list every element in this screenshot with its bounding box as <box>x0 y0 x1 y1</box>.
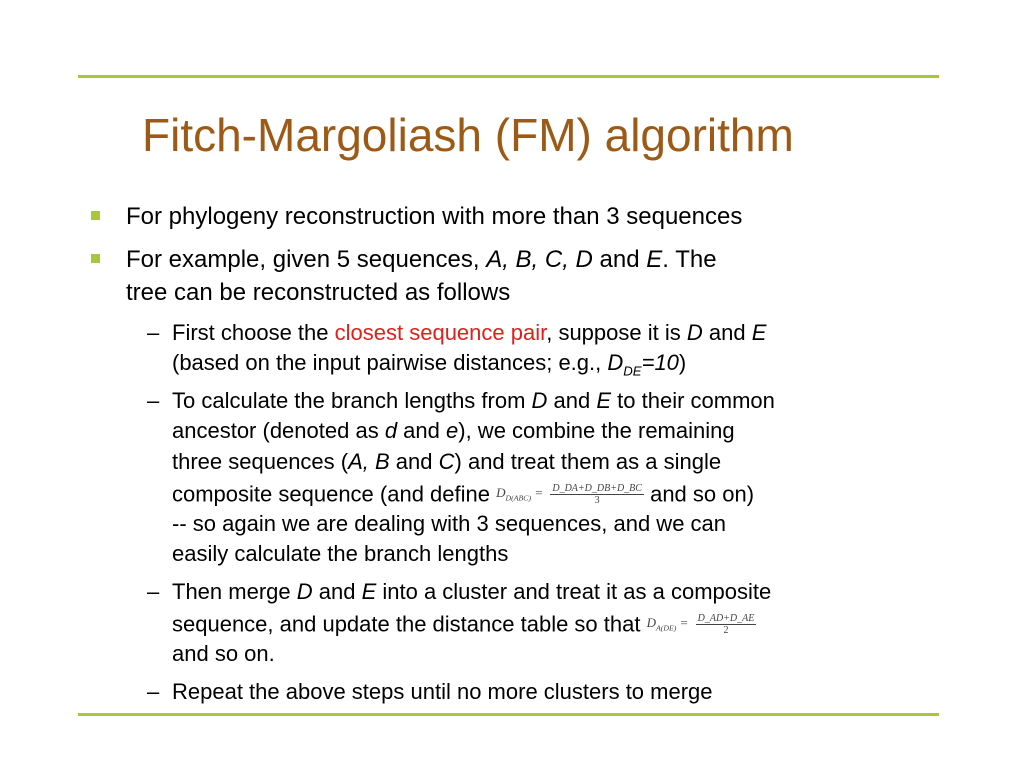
sub-2-line-1: To calculate the branch lengths from D and E to their common <box>172 388 775 413</box>
slide-title: Fitch-Margoliash (FM) algorithm <box>142 109 794 161</box>
sub-3-line-1: Then merge D and E into a cluster and treat it as a composite <box>172 579 772 604</box>
sub-2-line-2: ancestor (denoted as d and e), we combine the remaining <box>172 418 735 443</box>
bullet-1-text: For phylogeny reconstruction with more than 3 sequences <box>126 203 743 230</box>
top-divider <box>78 75 939 78</box>
sub-2-line-5: -- so again we are dealing with 3 sequences, and we can <box>172 511 727 536</box>
dash-marker: – <box>147 320 160 345</box>
formula-d-abc: $D_{D(ABC)}$ = $\frac{D\_DA+D\_DB+D\_BC}{3}$ <box>496 482 642 506</box>
sub-1-line-1: First choose the closest sequence pair, suppose it is D and E <box>172 320 767 345</box>
sub-3-line-3: and so on. <box>172 641 275 666</box>
bullet-2-line-1: For example, given 5 sequences, A, B, C, D and E. The <box>126 246 717 273</box>
sub-4-text: Repeat the above steps until no more clusters to merge <box>172 679 713 704</box>
bullet-2-line-2: tree can be reconstructed as follows <box>126 279 511 306</box>
bullet-marker <box>91 254 100 263</box>
sub-3-line-2: sequence, and update the distance table so that $D_{A(DE)}$ = $\frac{D\_AD+D\_AE}{2}$ <box>172 608 756 644</box>
dash-marker: – <box>147 679 160 704</box>
sub-2-line-6: easily calculate the branch lengths <box>172 541 509 566</box>
dash-marker: – <box>147 388 160 413</box>
sub-1-line-2: (based on the input pairwise distances; e.g., $D_{DE}=10$) <box>172 350 687 379</box>
sub-2-line-3: three sequences (A, B and C) and treat them as a single <box>172 449 722 474</box>
formula-d-ade: $D_{A(DE)}$ = $\frac{D\_AD+D\_AE}{2}$ <box>646 612 755 636</box>
sub-2-line-4: composite sequence (and define $D_{D(ABC)}$ = $\frac{D\_DA+D\_DB+D\_BC}{3}$ and so on) <box>172 478 754 514</box>
dash-marker: – <box>147 579 160 604</box>
bottom-divider <box>78 713 939 716</box>
bullet-marker <box>91 211 100 220</box>
highlight-text: closest sequence pair <box>334 320 547 345</box>
